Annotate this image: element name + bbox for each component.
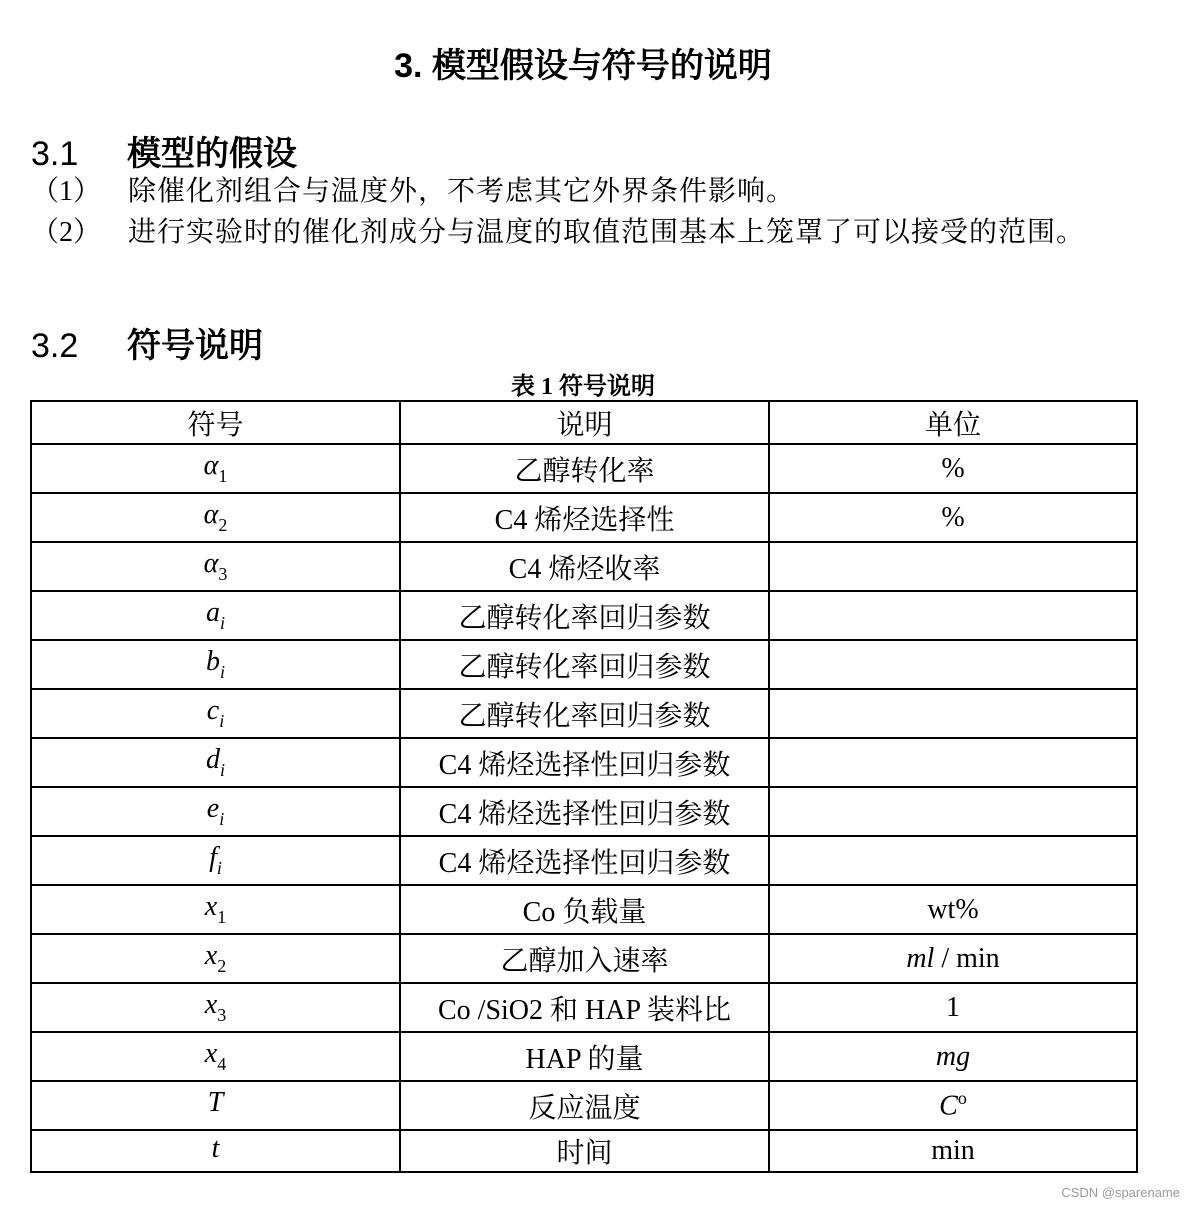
symbol-base: c — [206, 695, 220, 726]
symbol — [204, 989, 227, 1025]
symbol-cell — [31, 787, 400, 836]
symbol-subscript: i — [219, 613, 225, 633]
description-cell: 乙醇转化率回归参数 — [400, 591, 769, 640]
symbol-subscript: i — [219, 662, 225, 682]
symbol-subscript: i — [219, 711, 225, 731]
symbol-cell — [31, 1032, 400, 1081]
assumption-text: 除催化剂组合与温度外，不考虑其它外界条件影响。 — [128, 176, 796, 207]
unit-cell: min — [769, 1130, 1137, 1172]
symbol-base: α — [203, 450, 219, 481]
symbol — [208, 1087, 224, 1118]
symbol-subscript: 3 — [218, 564, 228, 584]
symbol-base: x — [204, 891, 218, 922]
symbol-base: b — [205, 646, 220, 677]
symbol — [206, 793, 225, 829]
symbol — [205, 646, 225, 682]
symbol-cell — [31, 885, 400, 934]
symbol-cell — [31, 493, 400, 542]
symbol-subscript: 1 — [218, 466, 228, 486]
unit-cell: % — [769, 493, 1137, 542]
symbol-subscript: 3 — [217, 1005, 227, 1025]
table-row — [31, 542, 1137, 591]
symbol — [203, 499, 228, 535]
symbol-cell — [31, 444, 400, 493]
symbol-base: α — [203, 548, 219, 579]
symbol-cell — [31, 542, 400, 591]
header-cell-unit: 单位 — [769, 401, 1137, 444]
table-row — [31, 983, 1137, 1032]
unit-cell — [769, 640, 1137, 689]
unit-cell: $C^o$ — [769, 1081, 1137, 1130]
description-cell: 时间 — [400, 1130, 769, 1172]
symbol-cell — [31, 738, 400, 787]
symbol-cell — [31, 934, 400, 983]
unit-cell — [769, 787, 1137, 836]
table-row — [31, 836, 1137, 885]
symbol-cell — [31, 836, 400, 885]
section-title: 符号说明 — [127, 327, 263, 365]
symbol — [205, 597, 225, 633]
symbol-table — [30, 400, 1138, 1173]
unit-cell: wt% — [769, 885, 1137, 934]
symbol — [203, 548, 228, 584]
table-row — [31, 1130, 1137, 1172]
symbol — [209, 842, 222, 878]
unit-cell — [769, 542, 1137, 591]
symbol-base: x — [204, 940, 218, 971]
symbol — [204, 1038, 227, 1074]
symbol-cell — [31, 689, 400, 738]
description-cell: Co 负载量 — [400, 885, 769, 934]
symbol-base: x — [204, 989, 218, 1020]
symbol-base: α — [203, 499, 219, 530]
section-number: 3.2 — [31, 327, 79, 365]
table-caption: 表 1 符号说明 — [511, 374, 655, 400]
symbol-base: f — [209, 842, 217, 873]
description-cell: C4 烯烃选择性 — [400, 493, 769, 542]
symbol-subscript: 2 — [218, 515, 228, 535]
description-cell: C4 烯烃选择性回归参数 — [400, 836, 769, 885]
symbol-cell — [31, 1081, 400, 1130]
unit-cell — [769, 591, 1137, 640]
symbol — [205, 744, 225, 780]
symbol — [206, 695, 225, 731]
assumption-index: （2） — [31, 217, 102, 248]
table-row — [31, 591, 1137, 640]
assumption-index: （1） — [31, 176, 102, 207]
description-cell: 乙醇转化率回归参数 — [400, 689, 769, 738]
description-cell: C4 烯烃选择性回归参数 — [400, 738, 769, 787]
table-row — [31, 934, 1137, 983]
symbol — [212, 1133, 220, 1164]
assumption-item — [31, 172, 1141, 212]
symbol-subscript: 1 — [217, 907, 227, 927]
unit-cell: 1 — [769, 983, 1137, 1032]
unit-cell — [769, 738, 1137, 787]
unit-cell: mg — [769, 1032, 1137, 1081]
description-cell: 乙醇转化率回归参数 — [400, 640, 769, 689]
symbol-base: e — [206, 793, 220, 824]
symbol-base: d — [205, 744, 220, 775]
table-row — [31, 444, 1137, 493]
symbol-subscript: 4 — [217, 1054, 227, 1074]
description-cell: 乙醇转化率 — [400, 444, 769, 493]
section-heading-assumptions — [31, 126, 297, 175]
symbol-subscript: i — [216, 858, 222, 878]
page-title: 3. 模型假设与符号的说明 — [394, 47, 772, 85]
symbol — [203, 450, 228, 486]
symbol-subscript: i — [219, 809, 225, 829]
unit-cell: ml / min — [769, 934, 1137, 983]
table-row — [31, 787, 1137, 836]
assumption-text: 进行实验时的催化剂成分与温度的取值范围基本上笼罩了可以接受的范围。 — [128, 217, 1086, 248]
symbol-cell — [31, 591, 400, 640]
symbol-base: t — [211, 1132, 220, 1164]
assumption-item — [31, 213, 1141, 253]
table-header-row — [31, 401, 1137, 444]
section-heading-symbols — [31, 318, 263, 367]
symbol — [204, 940, 227, 976]
header-cell-description: 说明 — [400, 401, 769, 444]
unit-cell: % — [769, 444, 1137, 493]
description-cell: Co /SiO2 和 HAP 装料比 — [400, 983, 769, 1032]
symbol — [204, 891, 227, 927]
description-cell: C4 烯烃选择性回归参数 — [400, 787, 769, 836]
table-row — [31, 493, 1137, 542]
description-cell: C4 烯烃收率 — [400, 542, 769, 591]
symbol-base: x — [204, 1038, 218, 1069]
header-cell-symbol: 符号 — [31, 401, 400, 444]
symbol-subscript: 2 — [217, 956, 227, 976]
section-title: 模型的假设 — [127, 135, 297, 173]
table-row — [31, 689, 1137, 738]
symbol-cell — [31, 983, 400, 1032]
watermark: CSDN @sparename — [1061, 1185, 1180, 1200]
table-row — [31, 1081, 1137, 1130]
symbol-cell — [31, 1130, 400, 1172]
table-row — [31, 738, 1137, 787]
table-row — [31, 885, 1137, 934]
symbol-cell — [31, 640, 400, 689]
section-number: 3.1 — [31, 135, 79, 173]
table-row — [31, 1032, 1137, 1081]
symbol-subscript: i — [219, 760, 225, 780]
unit-cell — [769, 836, 1137, 885]
unit-cell — [769, 689, 1137, 738]
table-row — [31, 640, 1137, 689]
description-cell: 反应温度 — [400, 1081, 769, 1130]
symbol-base: a — [205, 597, 220, 628]
symbol-base: T — [207, 1087, 224, 1118]
description-cell: 乙醇加入速率 — [400, 934, 769, 983]
description-cell: HAP 的量 — [400, 1032, 769, 1081]
